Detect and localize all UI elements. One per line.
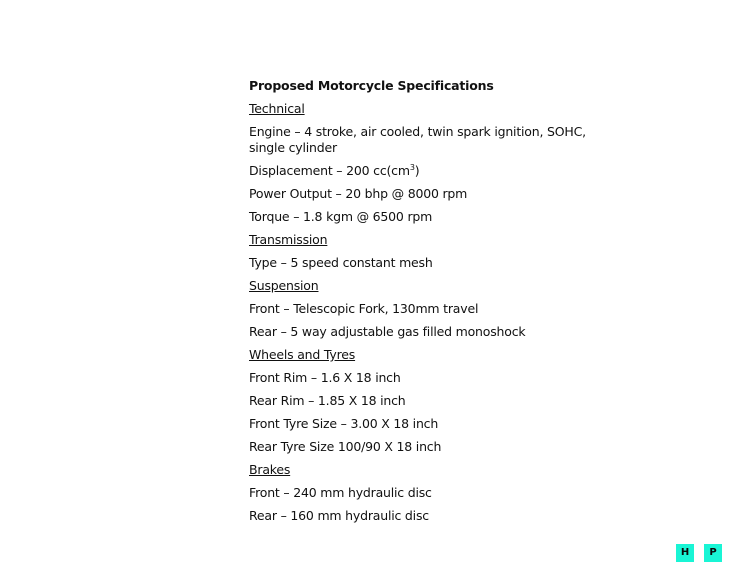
page-title: Proposed Motorcycle Specifications — [249, 78, 494, 93]
badge-p: P — [704, 544, 722, 562]
displacement-text: Displacement – 200 cc(cm — [249, 163, 410, 178]
section-heading-transmission: Transmission — [249, 232, 328, 247]
spec-suspension-front: Front – Telescopic Fork, 130mm travel — [249, 301, 479, 316]
spec-engine: Engine – 4 stroke, air cooled, twin spark ignition, SOHC, single cylinder — [249, 124, 586, 155]
spec-brake-front: Front – 240 mm hydraulic disc — [249, 485, 432, 500]
spec-content — [249, 78, 589, 531]
spec-rear-tyre: Rear Tyre Size 100/90 X 18 inch — [249, 439, 442, 454]
spec-front-rim: Front Rim – 1.6 X 18 inch — [249, 370, 401, 385]
displacement-close: ) — [414, 163, 420, 178]
section-heading-brakes: Brakes — [249, 462, 291, 477]
spec-torque: Torque – 1.8 kgm @ 6500 rpm — [249, 209, 433, 224]
section-heading-technical: Technical — [249, 101, 305, 116]
spec-brake-rear: Rear – 160 mm hydraulic disc — [249, 508, 429, 523]
spec-displacement — [249, 163, 589, 179]
section-heading-suspension: Suspension — [249, 278, 319, 293]
badge-h: H — [676, 544, 694, 562]
spec-suspension-rear: Rear – 5 way adjustable gas filled monoshock — [249, 324, 526, 339]
spec-front-tyre: Front Tyre Size – 3.00 X 18 inch — [249, 416, 439, 431]
spec-rear-rim: Rear Rim – 1.85 X 18 inch — [249, 393, 406, 408]
spec-power-output: Power Output – 20 bhp @ 8000 rpm — [249, 186, 468, 201]
section-heading-wheels: Wheels and Tyres — [249, 347, 356, 362]
spec-transmission-type: Type – 5 speed constant mesh — [249, 255, 433, 270]
displacement-superscript: 3 — [409, 162, 415, 172]
